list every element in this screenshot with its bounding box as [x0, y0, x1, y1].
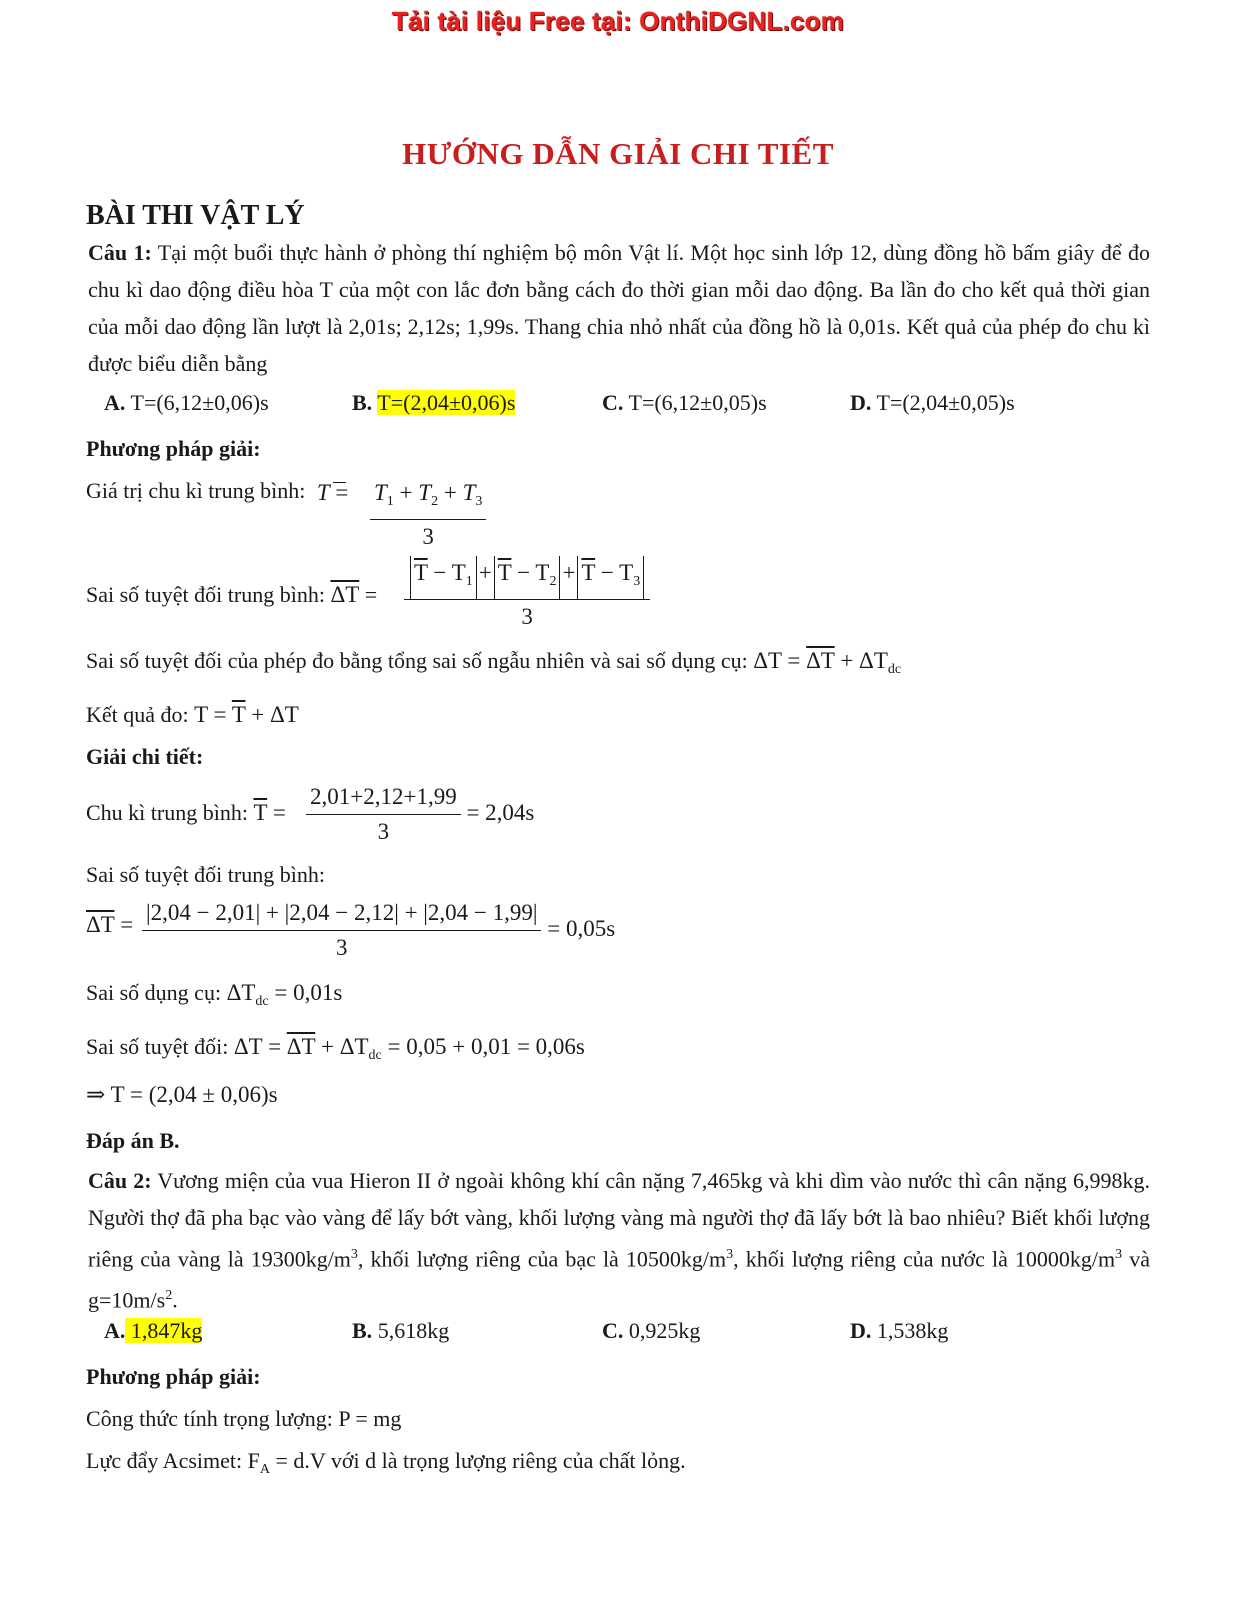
q1-option-b: B. T=(2,04±0,06)s: [352, 390, 516, 415]
formula-mean-abs-error: $\frac{\overline{T} - T_1 + \overline{T} - T_2 + \overline{T} - T_3}{3}$: [404, 556, 650, 634]
overline-mark: [333, 482, 346, 483]
q1-correct-highlight: T=(2,04±0,06)s: [377, 390, 516, 415]
q2-option-c: C. 0,925kg: [602, 1318, 701, 1343]
q2-option-d: D. 1,538kg: [850, 1318, 949, 1343]
q2-correct-highlight: 1,847kg: [125, 1318, 202, 1343]
question-1: [88, 234, 1150, 382]
q1-detail-instrument-error: Sai số dụng cụ: $\Delta T_{dc} = 0,01s$: [86, 980, 343, 1009]
question-1-text: Tại một buổi thực hành ở phòng thí nghiệm bộ môn Vật lí. Một học sinh lớp 12, dùng đồng hồ bấm giây để đo chu kì dao động điều hòa T của một con lắc đơn bằng cách đo thời gian mỗi dao động. Ba lần đo cho kết quả thời gian của mỗi dao động lần lượt là 2,01s; 2,12s; 1,99s. Thang chia nhỏ nhất của đồng hồ là 0,01s. Kết quả của phép đo chu kì được biểu diễn bằng: [88, 240, 1151, 376]
question-1-label: Câu 1:: [88, 240, 152, 265]
q1-detail-heading: Giải chi tiết:: [86, 744, 204, 769]
q1-detail-final: ⇒ T = (2,04 ± 0,06)s: [86, 1082, 278, 1107]
q1-method-abs-error: Sai số tuyệt đối trung bình: $\overline{\Delta T}$ =: [86, 582, 378, 607]
calc-mean-period: $\frac{2,01+2,12+1,99}{3}$ = 2,04s: [306, 780, 534, 849]
q1-method-result: Kết quả đo: $T = \overline{T} + \Delta T$: [86, 702, 299, 727]
q1-method-total-error: Sai số tuyệt đối của phép đo bằng tổng sai số ngẫu nhiên và sai số dụng cụ: $\Delta T = \overline{\Delta T} + \Delta T_{dc}$: [86, 648, 902, 677]
formula-mean-period: $\frac{T_1 + T_2 + T_3}{3}$: [370, 476, 486, 554]
q1-method-mean: Giá trị chu kì trung bình: T =: [86, 478, 349, 506]
q1-option-d: D. T=(2,04±0,05)s: [850, 390, 1015, 415]
q1-detail-total-error: Sai số tuyệt đối: $\Delta T = \overline{\Delta T} + \Delta T_{dc} = 0,05 + 0,01 = 0,06s$: [86, 1034, 585, 1063]
q1-answer: Đáp án B.: [86, 1128, 180, 1153]
q1-method-heading: Phương pháp giải:: [86, 436, 261, 461]
q2-method-weight: Công thức tính trọng lượng: P = mg: [86, 1406, 402, 1431]
question-2: Câu 2: Vương miện của vua Hieron II ở ngoài không khí cân nặng 7,465kg và khi dìm vào nước thì cân nặng 6,998kg. Người thợ đã pha bạc vào vàng để lấy bớt vàng, khối lượng vàng mà người thợ đã lấy bớt là bao nhiêu? Biết khối lượng riêng của vàng là $19300kg/m^3$, khối lượng riêng của bạc là $10500kg/m^3$, khối lượng riêng của nước là $10000kg/m^3$ và $g=10m/s^2$.: [88, 1168, 1151, 1313]
q2-option-a: A. 1,847kg: [104, 1318, 203, 1343]
q2-method-heading: Phương pháp giải:: [86, 1364, 261, 1389]
q1-detail-abs-error-label: Sai số tuyệt đối trung bình:: [86, 862, 325, 887]
calc-mean-abs-error-lhs: $\overline{\Delta T}$ =: [86, 912, 134, 937]
q1-detail-mean: Chu kì trung bình: $\overline{T}$ =: [86, 800, 286, 825]
question-2-label: Câu 2:: [88, 1168, 152, 1193]
q2-method-buoyancy: Lực đẩy Acsimet: $F_A = d.V$ với d là trọng lượng riêng của chất lỏng.: [86, 1448, 686, 1477]
q1-option-c: C. T=(6,12±0,05)s: [602, 390, 767, 415]
site-banner: Tải tài liệu Free tại: OnthiDGNL.com: [391, 6, 845, 36]
q2-option-b: B. 5,618kg: [352, 1318, 450, 1343]
q1-option-a: A. T=(6,12±0,06)s: [104, 390, 269, 415]
section-heading: BÀI THI VẬT LÝ: [86, 200, 305, 231]
page-title: HƯỚNG DẪN GIẢI CHI TIẾT: [402, 136, 834, 171]
calc-mean-abs-error: $\frac{|2,04 - 2,01| + |2,04 - 2,12| + |2,04 - 1,99|}{3}$ = 0,05s: [142, 896, 615, 965]
